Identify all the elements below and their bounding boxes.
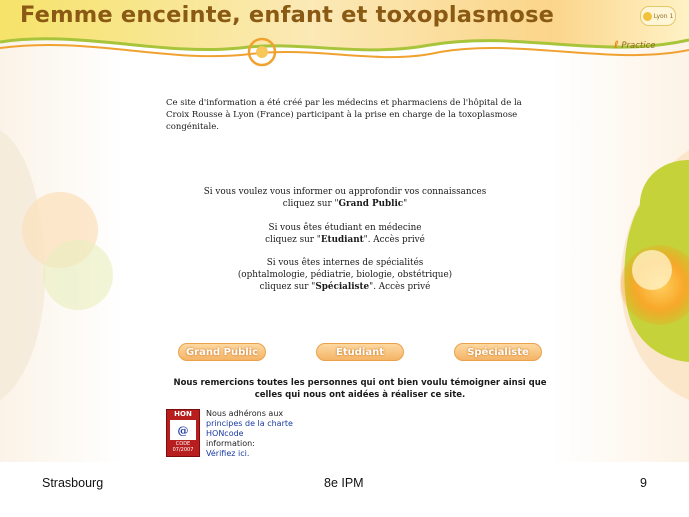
hon-line: information: <box>206 439 255 448</box>
lyon-logo-label: Lyon 1 <box>653 12 674 20</box>
grand-public-button[interactable]: Grand Public <box>178 343 266 361</box>
hon-badge-code: CODE <box>175 441 191 447</box>
slide-footer <box>0 462 689 517</box>
thanks-line: celles qui nous ont aidées à réaliser ce site. <box>254 390 466 400</box>
instruction-line: Si vous êtes étudiant en médecine <box>268 223 422 233</box>
footer-location: Strasbourg <box>42 476 104 490</box>
practice-swoosh-icon: ℓ <box>614 40 619 51</box>
hon-line: Nous adhérons aux <box>206 409 284 418</box>
specialiste-button[interactable]: Spécialiste <box>454 343 542 361</box>
etudiant-button[interactable]: Etudiant <box>316 343 404 361</box>
site-title: Femme enceinte, enfant et toxoplasmose <box>20 2 555 28</box>
hon-principles-link[interactable]: principes de la charte <box>206 419 293 428</box>
honcode-link[interactable]: HONcode <box>206 429 244 438</box>
hon-code-text <box>206 409 293 459</box>
instruction-line: Si vous voulez vous informer ou approfondir vos connaissances <box>203 187 487 197</box>
instruction-keyword: Grand Public <box>338 199 404 209</box>
instruction-line: cliquez sur "Grand Public" <box>282 199 408 209</box>
grand-public-instructions <box>160 186 530 210</box>
intro-text <box>166 97 566 133</box>
instruction-line: cliquez sur "Spécialiste". Accès privé <box>259 282 431 292</box>
hon-verify-link[interactable]: Vérifiez ici. <box>206 449 250 458</box>
etudiant-instructions <box>160 222 530 246</box>
specialiste-instructions <box>160 257 530 293</box>
instruction-keyword: Spécialiste <box>315 282 370 292</box>
intro-line: Croix Rousse à Lyon (France) participant à la prise en charge de la toxoplasmose <box>166 110 518 120</box>
hon-at-icon: @ <box>170 420 196 440</box>
instruction-line: (ophtalmologie, pédiatrie, biologie, obstétrique) <box>237 270 453 280</box>
practice-label: Practice <box>621 41 656 51</box>
hon-code-badge[interactable] <box>166 409 200 457</box>
intro-line: congénitale. <box>166 122 219 132</box>
hon-badge-date: 07/2007 <box>172 447 194 453</box>
thanks-line: Nous remercions toutes les personnes qui ont bien voulu témoigner ainsi que <box>173 378 547 388</box>
footer-event: 8e IPM <box>324 476 364 490</box>
instruction-keyword: Etudiant <box>320 235 364 245</box>
intro-line: Ce site d'information a été créé par les médecins et pharmaciens de l'hôpital de la <box>166 98 522 108</box>
instruction-line: cliquez sur "Etudiant". Accès privé <box>265 235 425 245</box>
instruction-line: Si vous êtes internes de spécialités <box>266 258 424 268</box>
hon-badge-title: HON <box>174 410 192 418</box>
footer-page-number: 9 <box>640 476 647 490</box>
thanks-text <box>160 377 560 401</box>
